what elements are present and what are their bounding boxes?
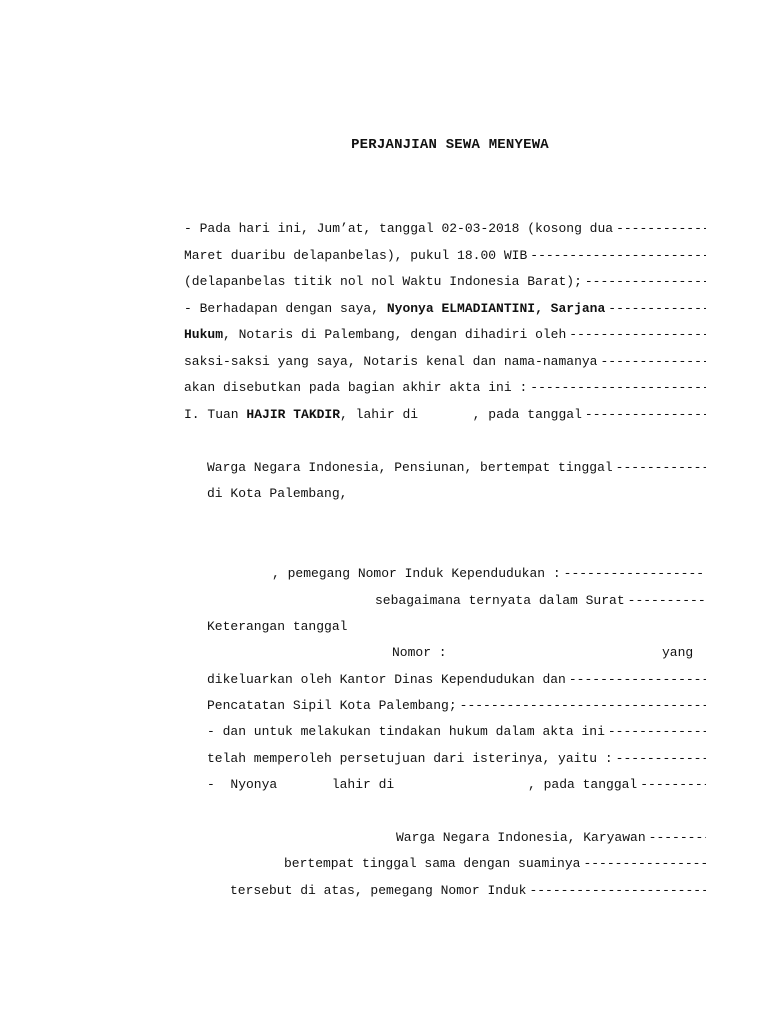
line-text: Warga Negara Indonesia, Karyawan (396, 830, 646, 845)
line-text: - dan untuk melakukan tindakan hukum dalam akta ini (207, 724, 605, 739)
paragraph-line (184, 272, 706, 292)
line-text: , lahir di , pada tanggal (340, 407, 582, 422)
line-text: sebagaimana ternyata dalam Surat (375, 593, 625, 608)
line-text: (delapanbelas titik nol nol Waktu Indonesia Barat); (184, 274, 582, 289)
line-text: bertempat tinggal sama dengan suaminya (284, 856, 581, 871)
line-text: , Notaris di Palembang, dengan dihadiri oleh (223, 327, 567, 342)
dash-filler (628, 591, 706, 611)
line-text: dikeluarkan oleh Kantor Dinas Kependudukan dan (207, 672, 566, 687)
dash-filler (530, 378, 706, 398)
paragraph-line (184, 405, 706, 425)
line-text: telah memperoleh persetujuan dari isterinya, yaitu : (207, 751, 613, 766)
dash-filler (530, 246, 706, 266)
line-text: I. Tuan (184, 407, 247, 422)
paragraph-line (284, 854, 706, 874)
dash-filler (608, 722, 706, 742)
dash-filler (585, 272, 706, 292)
paragraph-line (392, 643, 456, 663)
paragraph-line (184, 246, 706, 266)
paragraph-line (207, 696, 706, 716)
paragraph-line (528, 775, 706, 795)
line-text: Warga Negara Indonesia, Pensiunan, bertempat tinggal (207, 460, 613, 475)
line-text: - Nyonya lahir di (207, 777, 395, 792)
dash-filler (529, 881, 706, 901)
paragraph-line (230, 881, 706, 901)
dash-filler (460, 696, 706, 716)
paragraph-line (207, 670, 706, 690)
paragraph-line (184, 325, 706, 345)
line-text: Keterangan tanggal (207, 619, 348, 634)
paragraph-line (207, 484, 706, 504)
line-text: Nomor : (392, 645, 447, 660)
dash-filler (564, 564, 706, 584)
paragraph-line (396, 828, 706, 848)
paragraph-line (662, 643, 706, 663)
paragraph-line (272, 564, 706, 584)
line-text: di Kota Palembang, (207, 486, 348, 501)
paragraph-line (184, 299, 706, 319)
line-text: Maret duaribu delapanbelas), pukul 18.00 WIB (184, 248, 528, 263)
line-text: yang (662, 645, 694, 660)
line-text: akan disebutkan pada bagian akhir akta ini : (184, 380, 528, 395)
line-text: , pemegang Nomor Induk Kependudukan : (272, 566, 561, 581)
dash-filler (640, 775, 706, 795)
notary-name: Nyonya ELMADIANTINI, Sarjana (386, 301, 606, 316)
paragraph-line (207, 458, 706, 478)
dash-filler (585, 405, 706, 425)
paragraph-line (207, 722, 706, 742)
paragraph-line (184, 219, 706, 239)
line-text: Pencatatan Sipil Kota Palembang; (207, 698, 457, 713)
paragraph-line (207, 749, 706, 769)
dash-filler (583, 854, 706, 874)
dash-filler (600, 352, 706, 372)
dash-filler (649, 828, 706, 848)
line-text: - Berhadapan dengan saya, (184, 301, 387, 316)
paragraph-line (184, 352, 706, 372)
line-text: tersebut di atas, pemegang Nomor Induk (230, 883, 527, 898)
party-name: HAJIR TAKDIR (246, 407, 341, 422)
notary-title: Hukum (184, 327, 224, 342)
dash-filler (616, 219, 706, 239)
paragraph-line (375, 591, 706, 611)
dash-filler (569, 670, 706, 690)
line-text: - Pada hari ini, Jum’at, tanggal 02-03-2018 (kosong dua (184, 221, 614, 236)
paragraph-line (184, 378, 706, 398)
dash-filler (569, 325, 706, 345)
dash-filler (608, 299, 706, 319)
paragraph-line (207, 775, 427, 795)
document-title: PERJANJIAN SEWA MENYEWA (351, 137, 549, 153)
dash-filler (616, 749, 706, 769)
line-text: , pada tanggal (528, 777, 638, 792)
line-text: saksi-saksi yang saya, Notaris kenal dan nama-namanya (184, 354, 598, 369)
dash-filler (616, 458, 706, 478)
paragraph-line (207, 617, 706, 637)
